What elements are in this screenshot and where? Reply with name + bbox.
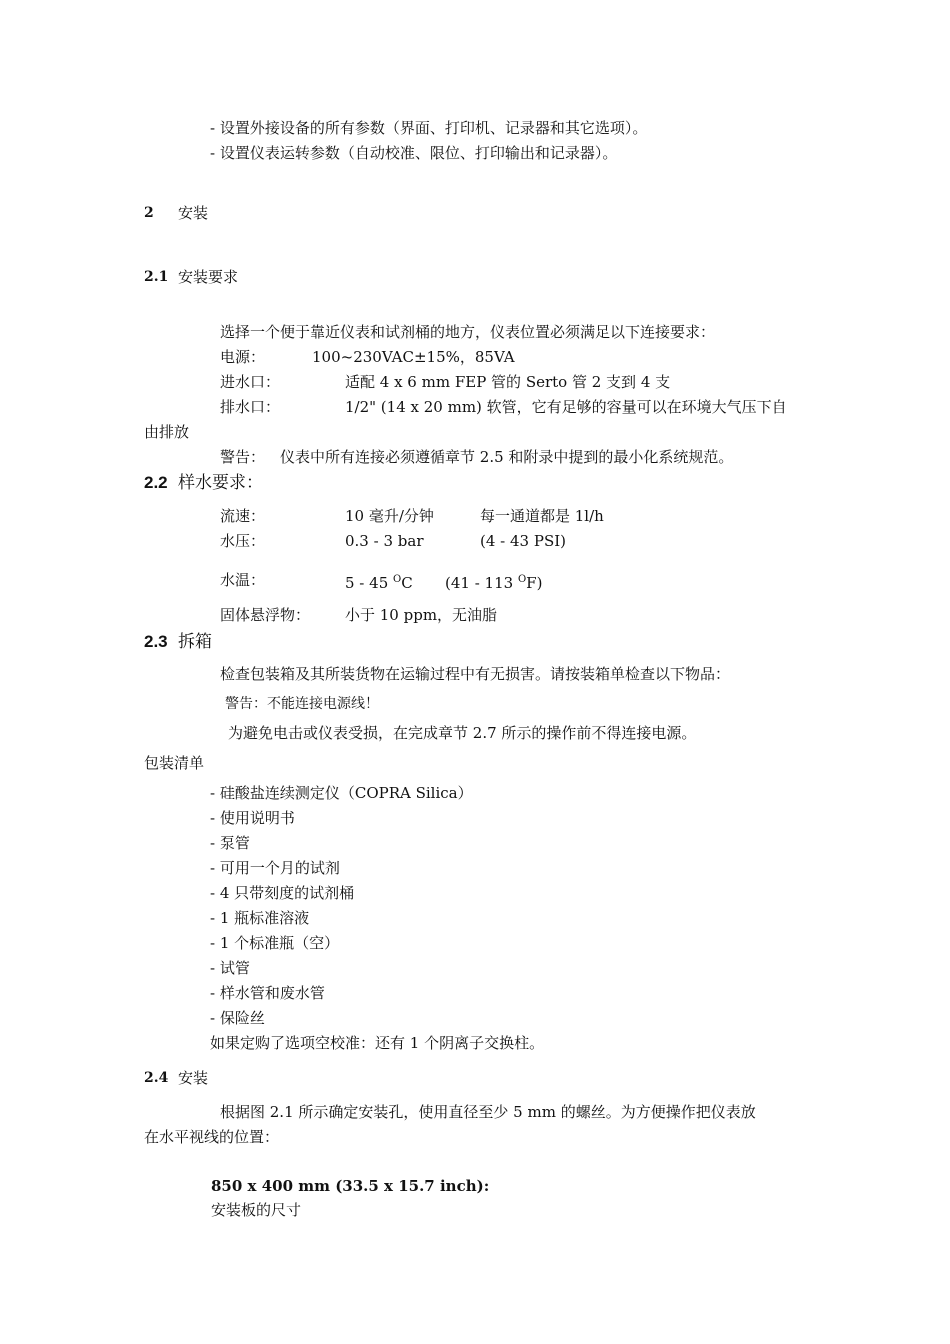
list-item: - 硅酸盐连续测定仪（COPRA Silica） (210, 784, 473, 802)
list-item: - 样水管和废水管 (210, 984, 325, 1002)
section-2-4-title: 安装 (178, 1069, 209, 1087)
section-2-number: 2 (144, 205, 154, 221)
suspended-solids-label: 固体悬浮物： (220, 606, 311, 624)
list-item: - 1 个标准瓶（空） (210, 934, 340, 952)
list-item: - 可用一个月的试剂 (210, 859, 340, 877)
optional-item-note: 如果定购了选项空校准：还有 1 个阴离子交换柱。 (210, 1034, 545, 1052)
connection-warning-text: 仪表中所有连接必须遵循章节 2.5 和附录中提到的最小化系统规范。 (280, 448, 734, 466)
list-item: - 使用说明书 (210, 809, 295, 827)
inlet-label: 进水口： (220, 373, 281, 391)
connection-warning-label: 警告： (220, 448, 266, 466)
drain-value: 1/2" (14 x 20 mm) 软管，它有足够的容量可以在环境大气压下自 (345, 398, 787, 416)
intro-bullet-2: - 设置仪表运转参数（自动校准、限位、打印输出和记录器）。 (210, 144, 618, 162)
section-2-2-title: 样水要求： (178, 473, 263, 493)
list-item: - 保险丝 (210, 1009, 265, 1027)
power-cord-warning-detail: 为避免电击或仪表受损，在完成章节 2.7 所示的操作前不得连接电源。 (228, 724, 697, 742)
drain-label: 排水口： (220, 398, 281, 416)
section-2-3-title: 拆箱 (178, 632, 212, 652)
pressure-note: (4 - 43 PSI) (480, 532, 567, 550)
list-item: - 试管 (210, 959, 250, 977)
temperature-value: 5 - 45 $^O$C (345, 574, 413, 592)
mounting-plate-dimension: 850 x 400 mm (33.5 x 15.7 inch): (211, 1177, 490, 1195)
flow-label: 流速： (220, 507, 266, 525)
temperature-note: (41 - 113 $^O$F) (445, 574, 543, 592)
list-item: - 4 只带刻度的试剂桶 (210, 884, 355, 902)
section-2-1-number: 2.1 (144, 269, 169, 285)
temperature-label: 水温： (220, 571, 266, 589)
pressure-label: 水压： (220, 532, 266, 550)
section-2-3-number: 2.3 (144, 632, 168, 651)
unpacking-intro: 检查包装箱及其所装货物在运输过程中有无损害。请按装箱单检查以下物品： (220, 665, 731, 683)
section-2-title: 安装 (178, 204, 209, 222)
power-cord-warning: 警告：不能连接电源线！ (225, 696, 379, 712)
flow-value: 10 毫升/分钟 (345, 507, 434, 525)
section-2-2-number: 2.2 (144, 473, 168, 492)
list-item: - 1 瓶标准溶液 (210, 909, 310, 927)
drain-value-continued: 由排放 (144, 423, 190, 441)
list-item: - 泵管 (210, 834, 250, 852)
flow-note: 每一通道都是 1l/h (480, 507, 604, 525)
section-2-1-title: 安装要求 (178, 268, 239, 286)
pressure-value: 0.3 - 3 bar (345, 532, 424, 550)
power-value: 100~230VAC±15%，85VA (312, 348, 515, 366)
mounting-plate-caption: 安装板的尺寸 (211, 1201, 302, 1219)
suspended-solids-value: 小于 10 ppm，无油脂 (345, 606, 498, 624)
install-requirements-intro: 选择一个便于靠近仪表和试剂桶的地方，仪表位置必须满足以下连接要求： (220, 323, 716, 341)
power-label: 电源： (220, 348, 266, 366)
packing-list-title: 包装清单 (144, 754, 205, 772)
inlet-value: 适配 4 x 6 mm FEP 管的 Serto 管 2 支到 4 支 (345, 373, 671, 391)
section-2-4-number: 2.4 (144, 1070, 169, 1086)
mounting-paragraph-line-1: 根据图 2.1 所示确定安装孔，使用直径至少 5 mm 的螺丝。为方便操作把仪表放 (220, 1103, 756, 1121)
mounting-paragraph-line-2: 在水平视线的位置： (144, 1128, 280, 1146)
intro-bullet-1: - 设置外接设备的所有参数（界面、打印机、记录器和其它选项）。 (210, 119, 648, 137)
